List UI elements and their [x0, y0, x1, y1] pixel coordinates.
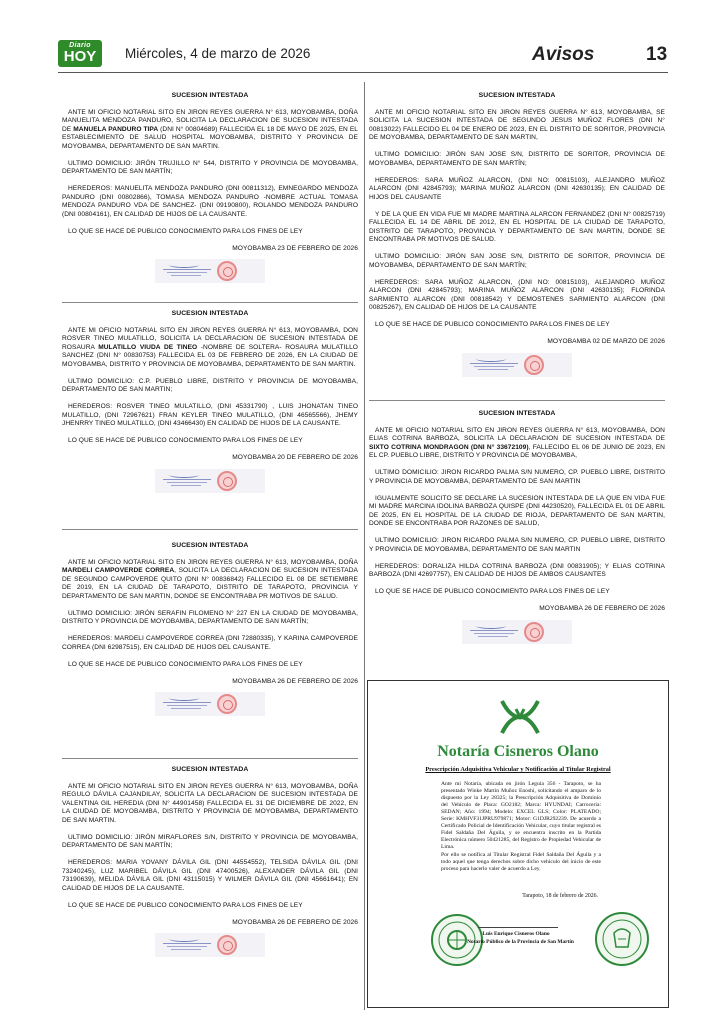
notary-stamp	[155, 933, 265, 957]
notice-closing: LO QUE SE HACE DE PUBLICO CONOCIMIENTO PARA LOS FINES DE LEY	[375, 321, 610, 328]
notice-place-date: MOYOBAMBA 02 DE MARZO DE 2026	[547, 338, 665, 345]
notary-seal-icon	[217, 471, 237, 491]
signature-stamp-icon	[470, 356, 518, 374]
notaria-title: Prescripción Adquisitiva Vehicular y Notificación al Titular Registral	[425, 766, 611, 773]
notice-title: SUCESION INTESTADA	[171, 766, 249, 773]
notice-address: ULTIMO DOMICILIO: JIRÓN SAN JOSE S/N, DISTRITO DE SORITOR, PROVINCIA DE MOYOBAMBA, DEPARTAMENTO DE SAN MARTÍN;	[369, 253, 665, 269]
notary-stamp	[155, 259, 265, 283]
notice-heirs: HEREDEROS: ROSVER TINEO MULATILLO, (DNI 45331790) , LUIS JHONATAN TINEO MULATILLO, (DNI 72967621) FRAN KEYLER TINEO MULATILLO, (DNI 46565566), JHEMY JHENRRY TINEO MULATILLO, (DNI 43466430) EN CALIDAD DE HIJOS DE LA CAUSANTE.	[62, 403, 358, 427]
notice	[369, 410, 665, 644]
notice-title: SUCESION INTESTADA	[478, 410, 556, 417]
header-divider	[58, 72, 668, 73]
notaria-date: Tarapoto, 18 de febrero de 2026.	[522, 893, 598, 899]
notice	[62, 92, 358, 283]
notice-place-date: MOYOBAMBA 20 DE FEBRERO DE 2026	[232, 454, 358, 461]
notice-divider	[62, 529, 358, 530]
notary-signer-name: Luis Enrique Cisneros Olano	[482, 931, 550, 937]
notice-title: SUCESION INTESTADA	[171, 542, 249, 549]
page-header	[0, 0, 723, 74]
notice-title: SUCESION INTESTADA	[171, 310, 249, 317]
notice	[62, 766, 358, 957]
column-divider	[364, 82, 365, 1010]
notice-heirs: HEREDEROS: SARA MUÑOZ ALARCON, (DNI NO: 00815103), ALEJANDRO MUÑOZ ALARCON (DNI 42845793); MARINA MUÑOZ ALARCON (DNI 42630135); EN CALIDAD DE HIJOS DEL CAUSANTE	[369, 176, 665, 201]
signature-stamp-icon	[163, 472, 211, 490]
signature-line	[478, 927, 558, 928]
signature-stamp-icon	[163, 936, 211, 954]
notice-address: ULTIMO DOMICILIO: C.P. PUEBLO LIBRE, DISTRITO Y PROVINCIA DE MOYOBAMBA, DEPARTAMENTO DE SAN MARTIN;	[62, 377, 358, 393]
notary-stamp	[155, 692, 265, 716]
notary-stamp	[462, 353, 572, 377]
notice-paragraph: ANTE MI OFICIO NOTARIAL SITO EN JIRON REYES GUERRA N° 613, MOYOBAMBA, DOÑA MARDELI CAMPOVERDE CORREA, SOLICITA LA DECLARACION DE SUCESION INTESTADA DE SEGUNDO CAMPOVERDE QUITO (DNI N° 00836842) FALLECIDO EL 08 DE SETIEMBRE DE 2019, EN LA CIUDAD DE TARAPOTO, DISTRITO DE TARAPOTO, PROVINCIA Y DEPARTAMENTO DE SAN MARTIN, DONDE SE ENCONTRABA PR MOTIVOS DE SALUD.	[62, 558, 358, 600]
notary-seal-right-icon	[594, 911, 650, 967]
notice-heirs: HEREDEROS: MANUELITA MENDOZA PANDURO (DNI 00811312), EMNEGARDO MENDOZA PANDURO (DNI 00802866), TOMASA MENDOZA PANDURO -NOMBRE ACTUAL TOMASA MENDOZA PANDURO VDA DE SANCHEZ- (DNI 09190800), ROLANDO MENDOZA PANDURO (DNI 00804161), EN CALIDAD DE HIJOS DE LA CAUSANTE.	[62, 185, 358, 218]
notice	[62, 542, 358, 716]
notice-place-date: MOYOBAMBA 26 DE FEBRERO DE 2026	[539, 605, 665, 612]
notice-title: SUCESION INTESTADA	[171, 92, 249, 99]
notaria-name: Notaría Cisneros Olano	[437, 743, 599, 760]
notice-closing: LO QUE SE HACE DE PUBLICO CONOCIMIENTO PARA LOS FINES DE LEY	[68, 437, 303, 444]
notice-paragraph: ANTE MI OFICIO NOTARIAL SITO EN JIRON REYES GUERRA N° 613, MOYOBAMBA, SE SOLICITA LA SUCESION INTESTADA DE SEGUNDO JESUS MUÑOZ FLORES (DNI N° 00813022) FALLECIDO EL 04 DE ENERO DE 2023, EN EL DISTRITO DE SORITOR, PROVINCIA DE MOYOBAMBA, DEPARTAMENTO DE SAN MARTIN,	[369, 108, 665, 141]
notaria-notice-box	[367, 680, 669, 1008]
notary-signer-role: Notario Público de la Provincia de San Martín	[467, 939, 574, 945]
signature-stamp-icon	[470, 623, 518, 641]
notice-paragraph: ANTE MI OFICIO NOTARIAL SITO EN JIRON REYES GUERRA N° 613, MOYOBAMBA, DON ELIAS COTRINA BARBOZA, SOLICITA LA DECLARACION DE SUCESION INTESTADA DE SIXTO COTRINA MONDRAGON (DNI N° 33672109), FALLECIDO EL 06 DE JUNIO DE 2023, EN EL CP. PUEBLO LIBRE, DISTRITO Y PROVINCIA DE MOYOBAMBA,	[369, 426, 665, 459]
issue-date: Miércoles, 4 de marzo de 2026	[125, 46, 311, 61]
signature-stamp-icon	[163, 695, 211, 713]
signature-stamp-icon	[163, 262, 211, 280]
notice-heirs: HEREDEROS: SARA MUÑOZ ALARCON, (DNI NO: 00815103), ALEJANDRO MUÑOZ ALARCON (DNI 42845793); MARINA MUÑOZ ALARCON (DNI 42630135); FLORINDA SARMIENTO ALARCON (DNI 00818542) Y DEMOSTENES SARMIENTO ALARCON (DNI 00825267), EN CALIDAD DE HIJOS DE LA CAUSANTE	[369, 278, 665, 311]
notice-closing: LO QUE SE HACE DE PUBLICO CONOCIMIENTO PARA LOS FINES DE LEY	[68, 901, 303, 909]
notaria-logo-icon	[496, 695, 544, 739]
notary-seal-icon	[524, 622, 544, 642]
notice-address: ULTIMO DOMICILIO: JIRON RICARDO PALMA S/N NUMERO, CP. PUEBLO LIBRE, DISTRITO Y PROVINCIA DE MOYOBAMBA, DEPARTAMENTO DE SAN MARTIN	[369, 469, 665, 485]
notice-paragraph: IGUALMENTE SOLICITO SE DECLARE LA SUCESION INTESTADA DE LA QUE EN VIDA FUE MI MADRE MARCINA IDOLINA BARBOZA QUISPE (DNI 44230520), FALLECIDA EL 01 DE ABRIL DE 2025, EN EL HOSPITAL DE LA CIUDAD DE RIOJA, DEPARTAMENTO DE SAN MARTIN, DONDE SE ENCONTRABA POR RAZONES DE SALUD,	[369, 494, 665, 527]
notice-place-date: MOYOBAMBA 23 DE FEBRERO DE 2026	[232, 244, 358, 252]
notice-address: ULTIMO DOMICILIO: JIRÓN SERAFIN FILOMENO N° 227 EN LA CIUDAD DE MOYOBAMBA, DISTRITO Y PROVINCIA DE MOYOBAMBA, DEPARTAMENTO DE SAN MARTÍN;	[62, 609, 358, 625]
notice-address: ULTIMO DOMICILIO: JIRON RICARDO PALMA S/N NUMERO, CP. PUEBLO LIBRE, DISTRITO Y PROVINCIA DE MOYOBAMBA, DEPARTAMENTO DE SAN MARTIN	[369, 537, 665, 553]
notice-place-date: MOYOBAMBA 26 DE FEBRERO DE 2026	[232, 677, 358, 685]
notice-paragraph: ANTE MI OFICIO NOTARIAL SITO EN JIRON REYES GUERRA N° 613, MOYOBAMBA, DOÑA REGULO DÁVILA CAJANDILAY, SOLICITA LA DECLARACION DE SUCESION INTESTADA DE VALENTINA GIL HEREDIA (DNI N° 44901458) FALLECIDA EL 31 DE DICIEMBRE DE 2022, EN LA CIUDAD DE MOYOBAMBA, DISTRITO Y PROVINCIA DE MOYOBAMBA, DEPARTAMENTO DE SAN MARTIN.	[62, 782, 358, 824]
notice-address: ULTIMO DOMICILIO: JIRÓN SAN JOSE S/N, DISTRITO DE SORITOR, PROVINCIA DE MOYOBAMBA, DEPARTAMENTO DE SAN MARTÍN;	[369, 151, 665, 167]
notaria-paragraph: Por ello se notifica al Titular Registral Fidel Saldaña Del Águila y a todo aquel que tenga derechos sobre dicho vehículo del inicio de este proceso para hacerlo valer de acuerdo a Ley.	[441, 852, 601, 872]
notice-divider	[62, 302, 358, 303]
section-name: Avisos	[532, 44, 595, 65]
notice	[369, 92, 665, 377]
notice-closing: LO QUE SE HACE DE PUBLICO CONOCIMIENTO PARA LOS FINES DE LEY	[68, 660, 303, 668]
notice-divider	[369, 400, 665, 401]
notice-address: ULTIMO DOMICILIO: JIRÓN TRUJILLO N° 544, DISTRITO Y PROVINCIA DE MOYOBAMBA, DEPARTAMENTO DE SAN MARTÍN;	[62, 159, 358, 175]
notaria-body	[441, 781, 601, 874]
notary-seal-icon	[217, 935, 237, 955]
notice	[62, 310, 358, 493]
notary-stamp	[155, 469, 265, 493]
notaria-paragraph: Ante mi Notaría, ubicada en jirón Leguía 356 - Tarapoto, se ha presentado Winke Martin Muñoz Enoshi, solicitando el amparo de lo dispuesto por la Ley 28325; la Prescripción Adquisitiva de Dominio del Vehículo de Placa: GO2182; Marca: HYUNDAI; Carrocería: SEDAN; Año: 1994; Modelo: EXCEL GLS; Color: PLATEADO; Serie: KMHVF31JPRU979871; Motor: G1DJR292239. De acuerdo a Certificado Policial de Identificación Vehicular, cuyo titular registral es Fidel Saldaña Del Águila, y se encuentra inscrito en la Partida Electrónica número 50421285, del Registro de Propiedad Vehicular de Lima.	[441, 781, 601, 850]
notice-heirs: HEREDEROS: MARIA YOVANY DÁVILA GIL (DNI 44554552), TELSIDA DÁVILA GIL (DNI 73240245), LUZ MARIBEL DÁVILA GIL (DNI 47400526), ALEXANDER DÁVILA GIL (DNI 73190639), MELIDA DÁVILA GIL (DNI 43115015) Y WILMER DÁVILA GIL (DNI 45661641); EN CALIDAD DE HIJOS DE LA CAUSANTE.	[62, 859, 358, 892]
page-number: 13	[646, 44, 668, 65]
notary-stamp	[462, 620, 572, 644]
notice-closing: LO QUE SE HACE DE PUBLICO CONOCIMIENTO PARA LOS FINES DE LEY	[375, 588, 610, 595]
notice-address: ULTIMO DOMICILIO: JIRÓN MIRAFLORES S/N, DISTRITO Y PROVINCIA DE MOYOBAMBA, DEPARTAMENTO DE SAN MARTÍN;	[62, 833, 358, 849]
notary-seal-icon	[217, 694, 237, 714]
notice-divider	[62, 758, 358, 759]
notice-paragraph: ANTE MI OFICIO NOTARIAL SITO EN JIRON REYES GUERRA N° 613, MOYOBAMBA, DON ROSVER TINEO MULATILLO, SOLICITA LA DECLARACION DE SUCESION INTESTADA DE ROSAURA MULATILLO VIUDA DE TINEO -NOMBRE DE SOLTERA- ROSAURA MULATILLO SANCHEZ (DNI N° 00830753) FALLECIDA EL 03 DE FEBRERO DE 2026, EN LA CIUDAD DE MOYOBAMBA, DISTRITO Y PROVINCIA DE MOYOBAMBA, DEPARTAMENTO DE SAN MARTIN.	[62, 326, 358, 368]
notice-place-date: MOYOBAMBA 26 DE FEBRERO DE 2026	[232, 918, 358, 926]
notary-seal-icon	[524, 355, 544, 375]
notice-heirs: HEREDEROS: MARDELI CAMPOVERDE CORREA (DNI 72880335), Y KARINA CAMPOVERDE CORREA (DNI 62987515), EN CALIDAD DE HIJOS DEL CAUSANTE.	[62, 635, 358, 651]
notice-closing: LO QUE SE HACE DE PUBLICO CONOCIMIENTO PARA LOS FINES DE LEY	[68, 227, 303, 235]
notice-title: SUCESION INTESTADA	[478, 92, 556, 99]
notice-paragraph: Y DE LA QUE EN VIDA FUE MI MADRE MARTINA ALARCON FERNANDEZ (DNI N° 00825719) FALLECIDA EL 14 DE ABRIL DE 2012, EN EL HOSPITAL DE LA CIUDAD DE TARAPOTO, DISTRITO DE TARAPOTO, PROVINCIA Y DEPARTAMENTO DE SAN MARTIN, DONDE SE ENCONTRABA PR MOTIVOS DE SALUD.	[369, 210, 665, 243]
notary-seal-icon	[217, 261, 237, 281]
newspaper-logo: Diario HOY	[58, 40, 102, 67]
notice-paragraph: ANTE MI OFICIO NOTARIAL SITO EN JIRON REYES GUERRA N° 613, MOYOBAMBA, DOÑA MANUELITA MENDOZA PANDURO, SOLICITA LA DECLARACION DE SUCESION INTESTADA DE MANUELA PANDURO TIPA (DNI N° 00804689) FALLECIDA EL 18 DE MAYO DE 2025, EN EL ESTABLECIMIENTO DE SALUD HOSPITAL MOYOBAMBA, DISTRITO Y PROVINCIA DE MOYOBAMBA, DEPARTAMENTO DE SAN MARTIN.	[62, 108, 358, 150]
notice-heirs: HEREDEROS: DORALIZA HILDA COTRINA BARBOZA (DNI 00831905); Y ELIAS COTRINA BARBOZA (DNI 42697757), EN CALIDAD DE HIJOS DE AMBOS CAUSANTES	[369, 562, 665, 578]
